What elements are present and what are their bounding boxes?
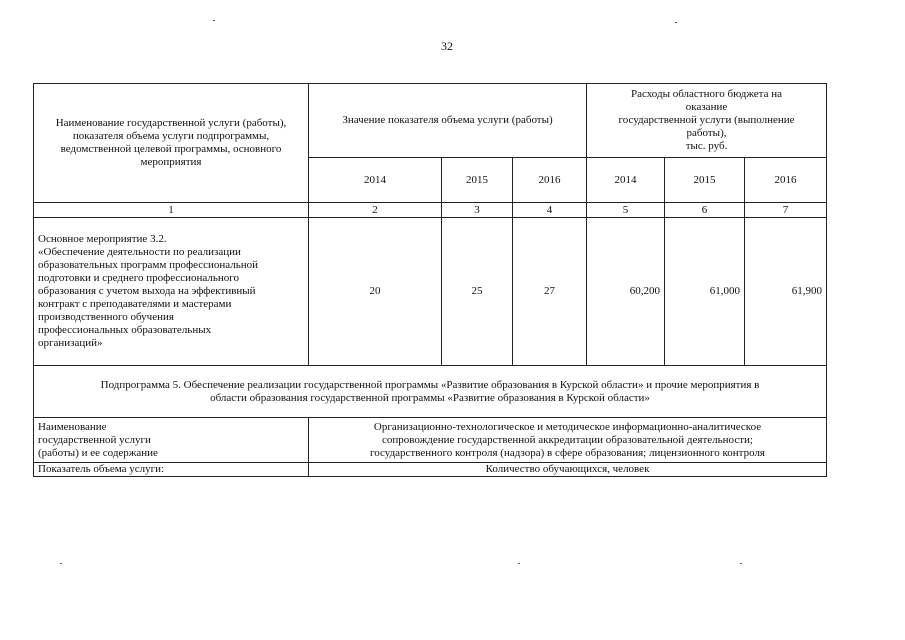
service-name-label-cell — [34, 418, 309, 463]
header-volume-text: Значение показателя объема услуги (работы) — [342, 114, 553, 126]
activity-name-cell — [34, 218, 309, 366]
column-number: 7 — [745, 203, 827, 218]
service-name-row — [34, 418, 827, 463]
volume-2016-value: 27 — [513, 218, 587, 366]
activity-name-line: контракт с преподавателями и мастерами — [38, 298, 232, 310]
header-expense-cell — [587, 84, 827, 158]
column-number: 6 — [665, 203, 745, 218]
header-expense-line: государственной услуги (выполнение — [618, 114, 795, 126]
page-number: 32 — [441, 39, 453, 53]
indicator-label: Показатель объема услуги: — [34, 463, 309, 477]
expense-2016-value: 61,900 — [745, 218, 827, 366]
header-expense-line: оказание — [685, 101, 728, 113]
column-number: 4 — [513, 203, 587, 218]
scan-speck — [740, 563, 742, 564]
column-number: 3 — [442, 203, 513, 218]
service-name-value-cell — [309, 418, 827, 463]
data-row — [34, 218, 827, 366]
year-volume-2014: 2014 — [309, 158, 442, 203]
volume-2015-value: 25 — [442, 218, 513, 366]
activity-name-line: «Обеспечение деятельности по реализации — [38, 246, 241, 258]
subprogram-line: Подпрограмма 5. Обеспечение реализации государственной программы «Развитие образования в Курской области» и прочие мероприятия в — [100, 378, 760, 391]
expense-2015-value: 61,000 — [665, 218, 745, 366]
activity-name-line: образования с учетом выхода на эффективный — [38, 285, 256, 297]
column-numbers-row — [34, 203, 827, 218]
service-name-label-line: государственной услуги — [38, 433, 151, 446]
service-name-label-line: (работы) и ее содержание — [38, 446, 158, 459]
column-number: 2 — [309, 203, 442, 218]
activity-name-line: организаций» — [38, 337, 103, 349]
scan-speck — [213, 20, 215, 21]
subprogram-line: области образования государственной программы «Развитие образования в Курской области» — [210, 391, 650, 404]
year-expense-2016: 2016 — [745, 158, 827, 203]
indicator-row — [34, 463, 827, 477]
volume-2014-value: 20 — [309, 218, 442, 366]
activity-name-line: производственного обучения — [38, 311, 174, 323]
service-name-value-line: государственного контроля (надзора) в сфере образования; лицензионного контроля — [370, 446, 765, 459]
year-expense-2015: 2015 — [665, 158, 745, 203]
scan-speck — [60, 563, 62, 564]
year-expense-2014: 2014 — [587, 158, 665, 203]
scan-speck — [675, 22, 677, 23]
column-number: 5 — [587, 203, 665, 218]
report-table-wrapper — [33, 83, 826, 477]
header-name-text: Наименование государственной услуги (работы), показателя объема услуги подпрограммы, ведомственной целевой программы, основного мероприятия — [55, 117, 287, 168]
service-name-value-line: Организационно-технологическое и методическое информационно-аналитическое — [373, 420, 762, 433]
header-volume-cell — [309, 84, 587, 158]
indicator-value: Количество обучающихся, человек — [309, 463, 827, 477]
year-volume-2015: 2015 — [442, 158, 513, 203]
activity-name-line: образовательных программ профессиональной — [38, 259, 259, 271]
subprogram-cell — [34, 366, 827, 418]
header-name-cell — [34, 84, 309, 203]
service-name-label-line: Наименование — [38, 420, 107, 433]
subprogram-row — [34, 366, 827, 418]
activity-name-line: профессиональных образовательных — [38, 324, 212, 336]
header-expense-line: тыс. руб. — [685, 140, 728, 152]
activity-name-line: Основное мероприятие 3.2. — [38, 233, 167, 245]
expense-2014-value: 60,200 — [587, 218, 665, 366]
column-number: 1 — [34, 203, 309, 218]
year-volume-2016: 2016 — [513, 158, 587, 203]
header-expense-line: работы), — [686, 127, 727, 139]
service-name-value-line: сопровождение государственной аккредитации образовательной деятельности; — [382, 433, 753, 446]
header-row — [34, 84, 827, 158]
scan-speck — [518, 563, 520, 564]
report-table — [33, 83, 827, 477]
activity-name-line: подготовки и среднего профессионального — [38, 272, 240, 284]
header-expense-line: Расходы областного бюджета на — [630, 88, 783, 100]
